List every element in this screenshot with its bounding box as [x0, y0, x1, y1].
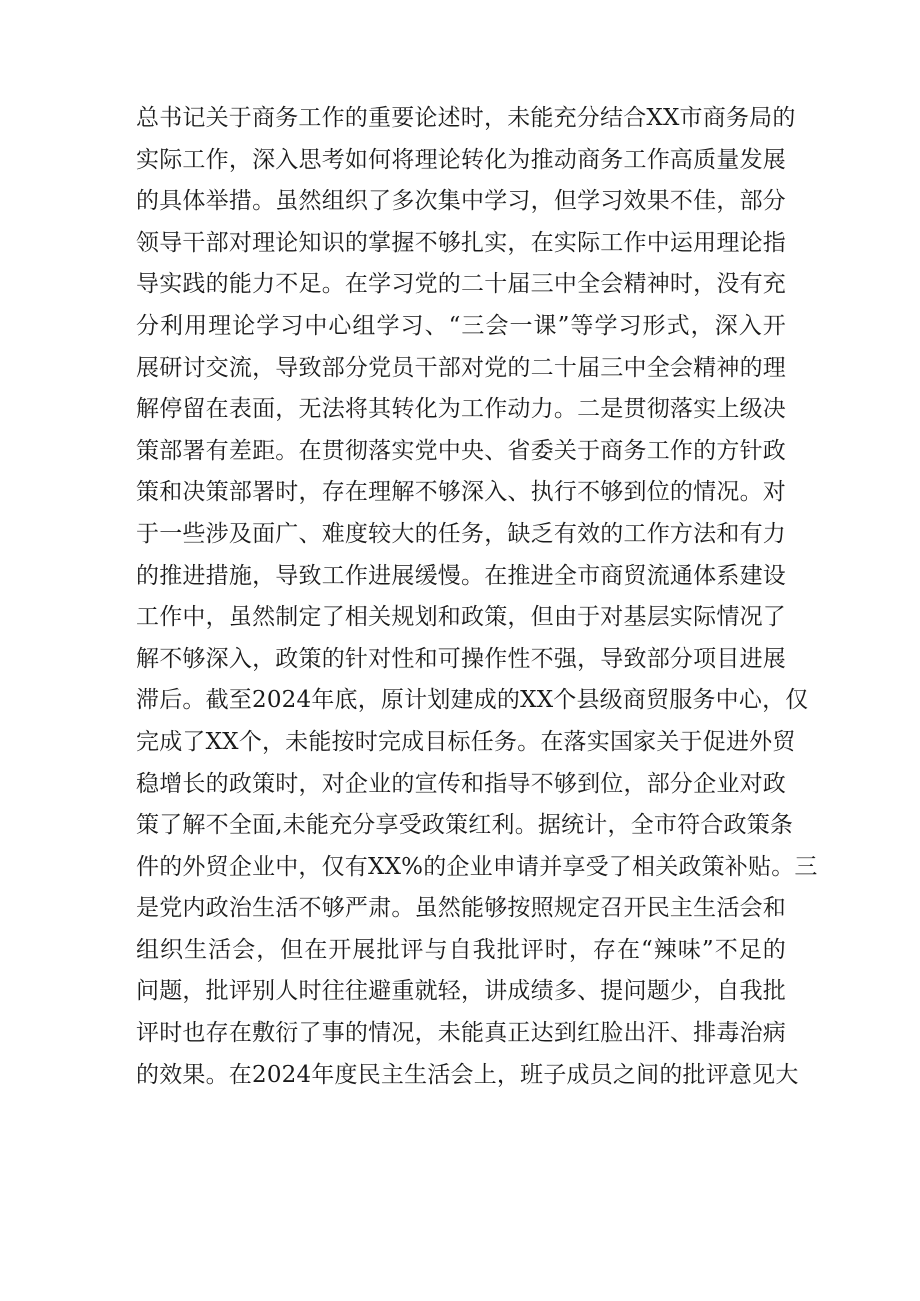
- text-line-17: 稳增长的政策时，对企业的宣传和指导不够到位，部分企业对政: [136, 770, 786, 797]
- text-line-7: 展研讨交流，导致部分党员干部对党的二十届三中全会精神的理: [136, 354, 786, 381]
- text-line-21: 组织生活会，但在开展批评与自我批评时，存在“辣味”不足的: [136, 936, 786, 963]
- text-line-1: 总书记关于商务工作的重要论述时，未能充分结合XX市商务局的: [136, 105, 796, 131]
- text-line-15: 滞后。截至2024年底，原计划建成的XX个县级商贸服务中心，仅: [136, 687, 809, 714]
- text-line-8: 解停留在表面，无法将其转化为工作动力。二是贯彻落实上级决: [136, 396, 786, 423]
- text-line-22: 问题，批评别人时往往避重就轻，讲成绩多、提问题少，自我批: [136, 978, 786, 1005]
- text-line-24: 的效果。在2024年度民主生活会上，班子成员之间的批评意见大: [136, 1061, 799, 1088]
- text-line-14: 解不够深入，政策的针对性和可操作性不强，导致部分项目进展: [136, 645, 786, 672]
- text-line-9: 策部署有差距。在贯彻落实党中央、省委关于商务工作的方针政: [136, 437, 786, 464]
- text-line-18: 策了解不全面,未能充分享受政策红利。据统计，全市符合政策条: [136, 812, 794, 839]
- text-line-19: 件的外贸企业中，仅有XX%的企业申请并享受了相关政策补贴。三: [136, 853, 818, 880]
- text-line-3: 的具体举措。虽然组织了多次集中学习，但学习效果不佳，部分: [136, 188, 786, 215]
- text-line-5: 导实践的能力不足。在学习党的二十届三中全会精神时，没有充: [136, 271, 786, 298]
- body-paragraph: [136, 98, 818, 1096]
- text-line-20: 是党内政治生活不够严肃。虽然能够按照规定召开民主生活会和: [136, 895, 786, 922]
- text-line-12: 的推进措施，导致工作进展缓慢。在推进全市商贸流通体系建设: [136, 562, 786, 589]
- text-line-23: 评时也存在敷衍了事的情况，未能真正达到红脸出汗、排毒治病: [136, 1020, 786, 1047]
- text-line-10: 策和决策部署时，存在理解不够深入、执行不够到位的情况。对: [136, 479, 786, 506]
- text-line-4: 领导干部对理论知识的掌握不够扎实，在实际工作中运用理论指: [136, 229, 786, 256]
- text-line-6: 分利用理论学习中心组学习、“三会一课”等学习形式，深入开: [136, 312, 786, 339]
- text-line-13: 工作中，虽然制定了相关规划和政策，但由于对基层实际情况了: [136, 604, 786, 631]
- text-line-16: 完成了XX个，未能按时完成目标任务。在落实国家关于促进外贸: [136, 728, 796, 755]
- text-line-2: 实际工作，深入思考如何将理论转化为推动商务工作高质量发展: [136, 146, 786, 173]
- text-line-11: 于一些涉及面广、难度较大的任务，缺乏有效的工作方法和有力: [136, 520, 786, 547]
